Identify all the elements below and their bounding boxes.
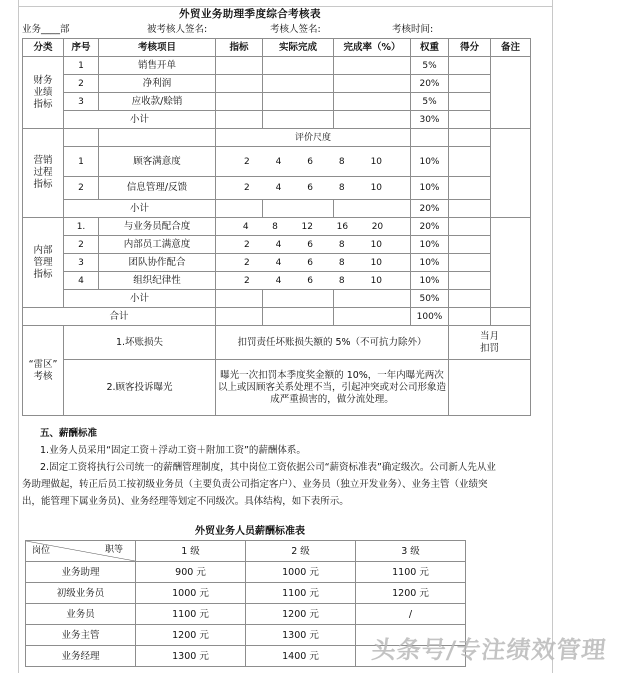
cell-weight: 5% [411, 57, 449, 75]
scale-val: 4 [275, 156, 282, 167]
cell-weight: 5% [411, 93, 449, 111]
cell-score[interactable] [449, 254, 491, 272]
assessment-date-field[interactable]: 考核时间: [392, 24, 434, 35]
cell-score[interactable] [449, 111, 491, 129]
row-item: 净利润 [99, 75, 216, 93]
scale-val: 2 [243, 275, 250, 286]
subtotal-label: 小计 [64, 290, 216, 308]
scale-header-label: 评价尺度 [216, 129, 411, 147]
cell-score[interactable] [449, 308, 491, 326]
cell-weight: 20% [411, 218, 449, 236]
salary-value: 1000 元 [136, 583, 246, 604]
scale-values [216, 177, 411, 200]
scale-val: 6 [307, 239, 313, 250]
minefield-item-name: 2.顾客投诉曝光 [64, 360, 216, 416]
row-item: 组织纪律性 [99, 272, 216, 290]
salary-value: 1000 元 [246, 562, 356, 583]
assessee-signature-field[interactable]: 被考核人签名: [147, 24, 208, 35]
cell-actual[interactable] [263, 290, 334, 308]
scale-val: 4 [275, 257, 282, 268]
cell-actual[interactable] [263, 308, 334, 326]
salary-corner-bottom-label: 岗位 [32, 546, 51, 556]
row-index: 2 [64, 236, 99, 254]
col-remark: 备注 [491, 39, 531, 57]
salary-grade-header: 3 级 [356, 541, 466, 562]
cell-rate[interactable] [334, 290, 411, 308]
table-row [23, 75, 531, 93]
table-row [23, 177, 531, 200]
col-actual: 实际完成 [263, 39, 334, 57]
cell-actual[interactable] [263, 75, 334, 93]
scale-values [216, 272, 411, 290]
scale-val: 4 [275, 275, 282, 286]
scale-val: 6 [307, 183, 313, 193]
minefield-row-2 [23, 360, 531, 416]
page-rule-right [552, 0, 553, 673]
scale-val: 2 [243, 183, 250, 193]
cell-score[interactable] [449, 177, 491, 200]
salary-value [356, 646, 466, 667]
salary-value: 900 元 [136, 562, 246, 583]
scale-val: 16 [336, 221, 349, 232]
cell-actual[interactable] [263, 57, 334, 75]
category-marketing: 营销 过程 指标 [23, 129, 64, 218]
cell-remark[interactable] [491, 129, 531, 218]
col-target: 指标 [216, 39, 263, 57]
scale-val: 4 [275, 239, 282, 250]
cell-rate[interactable] [334, 200, 411, 218]
scale-val: 2 [243, 239, 250, 250]
cell-item-empty [99, 129, 216, 147]
page-rule-left [18, 0, 19, 673]
salary-value: 1300 元 [246, 625, 356, 646]
scale-val: 12 [301, 221, 313, 232]
cell-weight: 10% [411, 147, 449, 177]
cell-weight-empty [411, 129, 449, 147]
salary-row [26, 604, 466, 625]
watermark-text: 头条号/专注绩效管理 [370, 636, 608, 664]
table-row-total [23, 308, 531, 326]
subtotal-weight: 50% [411, 290, 449, 308]
salary-standard-table [25, 540, 466, 667]
col-score: 得分 [449, 39, 491, 57]
table-row-subtotal [23, 111, 531, 129]
cell-weight: 10% [411, 272, 449, 290]
scale-val: 8 [338, 275, 345, 286]
cell-score[interactable] [449, 147, 491, 177]
scale-val: 8 [338, 156, 345, 167]
salary-value: 1200 元 [246, 604, 356, 625]
cell-score[interactable] [449, 93, 491, 111]
cell-score[interactable] [449, 218, 491, 236]
minefield-item-name: 1.坏账损失 [64, 326, 216, 360]
category-internal: 内部 管理 指标 [23, 218, 64, 308]
cell-target[interactable] [216, 308, 263, 326]
salary-value: 1200 元 [136, 625, 246, 646]
cell-actual[interactable] [263, 200, 334, 218]
document-content [22, 0, 532, 667]
cell-rate[interactable] [334, 111, 411, 129]
scale-val: 8 [272, 221, 278, 232]
salary-post: 业务员 [26, 604, 136, 625]
cell-target[interactable] [216, 75, 263, 93]
salary-grade-header: 1 级 [136, 541, 246, 562]
cell-score[interactable] [449, 75, 491, 93]
minefield-row-1 [23, 326, 531, 360]
minefield-penalty-header: 当月 扣罚 [449, 326, 531, 360]
minefield-penalty-cell[interactable] [449, 360, 531, 416]
section-paragraph-2: 2.固定工资将执行公司统一的薪酬管理制度，其中岗位工资依据公司“薪资标准表”确定级次。公司新人先从业务助理做起，转正后员工按初级业务员（主要负责公司指定客户）、业务员（独立开发业务）、业务主管（业绩突出，能管理下属业务员)、业务经理等划定不同级次。具体结构，如下表所示。 [22, 462, 496, 507]
minefield-item-desc: 曝光一次扣罚本季度奖金额的 10%，一年内曝光两次以上或因顾客关系处理不当，引起冲突或对公司形象造成严重损害的，做分流处理。 [216, 360, 449, 416]
table-row-subtotal [23, 200, 531, 218]
cell-actual[interactable] [263, 93, 334, 111]
scale-val: 10 [370, 257, 383, 268]
row-item: 信息管理/反馈 [99, 177, 216, 200]
category-financial: 财务 业绩 指标 [23, 57, 64, 129]
row-item: 应收款/赊销 [99, 93, 216, 111]
cell-target[interactable] [216, 290, 263, 308]
table-row [23, 57, 531, 75]
table-row [23, 218, 531, 236]
scale-values [216, 254, 411, 272]
table-row [23, 236, 531, 254]
row-index: 2 [64, 177, 99, 200]
cell-rate[interactable] [334, 93, 411, 111]
cell-target[interactable] [216, 111, 263, 129]
salary-row [26, 625, 466, 646]
scale-val: 8 [338, 239, 345, 250]
section-heading: 五、薪酬标准 [40, 428, 98, 439]
salary-standard-section [22, 425, 500, 510]
salary-corner-top-label: 职等 [104, 545, 123, 555]
salary-value: 1200 元 [356, 583, 466, 604]
scale-val: 10 [370, 239, 383, 250]
cell-weight: 20% [411, 75, 449, 93]
cell-rate[interactable] [334, 57, 411, 75]
row-index: 2 [64, 75, 99, 93]
subtotal-weight: 20% [411, 200, 449, 218]
scale-val: 10 [370, 183, 383, 193]
salary-value: 1100 元 [356, 562, 466, 583]
col-category: 分类 [23, 39, 64, 57]
scale-val: 8 [338, 257, 345, 268]
col-index: 序号 [64, 39, 99, 57]
assessor-signature-field[interactable]: 考核人签名: [270, 24, 321, 35]
cell-target[interactable] [216, 57, 263, 75]
cell-remark[interactable] [491, 57, 531, 129]
scale-val: 8 [338, 183, 345, 193]
row-item: 内部员工满意度 [99, 236, 216, 254]
subtotal-weight: 30% [411, 111, 449, 129]
cell-score[interactable] [449, 57, 491, 75]
scale-val: 4 [275, 183, 282, 193]
scale-val: 6 [307, 275, 313, 286]
salary-corner-cell [26, 541, 136, 562]
cell-score[interactable] [449, 200, 491, 218]
salary-post: 业务经理 [26, 646, 136, 667]
row-item: 顾客满意度 [99, 147, 216, 177]
scale-values [216, 218, 411, 236]
table-row [23, 93, 531, 111]
cell-rate[interactable] [334, 75, 411, 93]
subtotal-label: 小计 [64, 200, 216, 218]
scale-val: 2 [243, 156, 250, 167]
cell-actual[interactable] [263, 111, 334, 129]
cell-score[interactable] [449, 272, 491, 290]
col-rate: 完成率（%） [334, 39, 411, 57]
salary-row [26, 646, 466, 667]
minefield-label: “雷区” 考核 [23, 326, 64, 416]
scale-header-row [23, 129, 531, 147]
cell-score[interactable] [449, 236, 491, 254]
cell-remark[interactable] [491, 308, 531, 326]
cell-index-empty [64, 129, 99, 147]
salary-post: 业务助理 [26, 562, 136, 583]
scale-val: 6 [307, 257, 313, 268]
salary-post: 初级业务员 [26, 583, 136, 604]
document-title: 外贸业务助理季度综合考核表 [179, 8, 321, 20]
scale-values [216, 236, 411, 254]
salary-value: 1300 元 [136, 646, 246, 667]
cell-weight: 10% [411, 177, 449, 200]
scale-val: 20 [371, 221, 384, 232]
scale-val: 4 [242, 221, 249, 232]
cell-target[interactable] [216, 93, 263, 111]
scale-val: 10 [370, 156, 383, 167]
cell-rate[interactable] [334, 308, 411, 326]
minefield-item-desc: 扣罚责任坏账损失额的 5%（不可抗力除外） [216, 326, 449, 360]
salary-value [356, 625, 466, 646]
salary-value: 1100 元 [246, 583, 356, 604]
table-row [23, 272, 531, 290]
salary-value: 1100 元 [136, 604, 246, 625]
cell-score[interactable] [449, 129, 491, 147]
salary-value: 1400 元 [246, 646, 356, 667]
salary-value: / [356, 604, 466, 625]
row-index: 1 [64, 147, 99, 177]
scale-val: 10 [370, 275, 383, 286]
section-paragraph-1: 1.业务人员采用“固定工资＋浮动工资＋附加工资”的薪酬体系。 [40, 445, 306, 456]
col-weight: 权重 [411, 39, 449, 57]
cell-weight: 10% [411, 254, 449, 272]
cell-score[interactable] [449, 290, 491, 308]
row-index: 1. [64, 218, 99, 236]
col-item: 考核项目 [99, 39, 216, 57]
cell-remark[interactable] [491, 218, 531, 308]
scale-val: 6 [307, 156, 313, 167]
total-weight: 100% [411, 308, 449, 326]
row-index: 1 [64, 57, 99, 75]
salary-row [26, 583, 466, 604]
category-label-financial: 财务 [33, 74, 53, 86]
kpi-header-row [23, 39, 531, 57]
cell-target[interactable] [216, 200, 263, 218]
row-index: 4 [64, 272, 99, 290]
scale-values [216, 147, 411, 177]
department-field[interactable]: 业务____部 [22, 24, 70, 35]
total-label: 合计 [23, 308, 216, 326]
salary-post: 业务主管 [26, 625, 136, 646]
row-item: 团队协作配合 [99, 254, 216, 272]
row-index: 3 [64, 254, 99, 272]
row-index: 3 [64, 93, 99, 111]
kpi-assessment-table [22, 38, 531, 416]
table-row-subtotal [23, 290, 531, 308]
table-row [23, 147, 531, 177]
scale-val: 2 [243, 257, 250, 268]
row-item: 与业务员配合度 [99, 218, 216, 236]
salary-row [26, 562, 466, 583]
subtotal-label: 小计 [64, 111, 216, 129]
table-row [23, 254, 531, 272]
row-item: 销售开单 [99, 57, 216, 75]
form-meta-row [22, 21, 492, 38]
cell-weight: 10% [411, 236, 449, 254]
salary-table-title: 外贸业务人员薪酬标准表 [195, 526, 305, 537]
salary-grade-header: 2 级 [246, 541, 356, 562]
salary-header-row [26, 541, 466, 562]
